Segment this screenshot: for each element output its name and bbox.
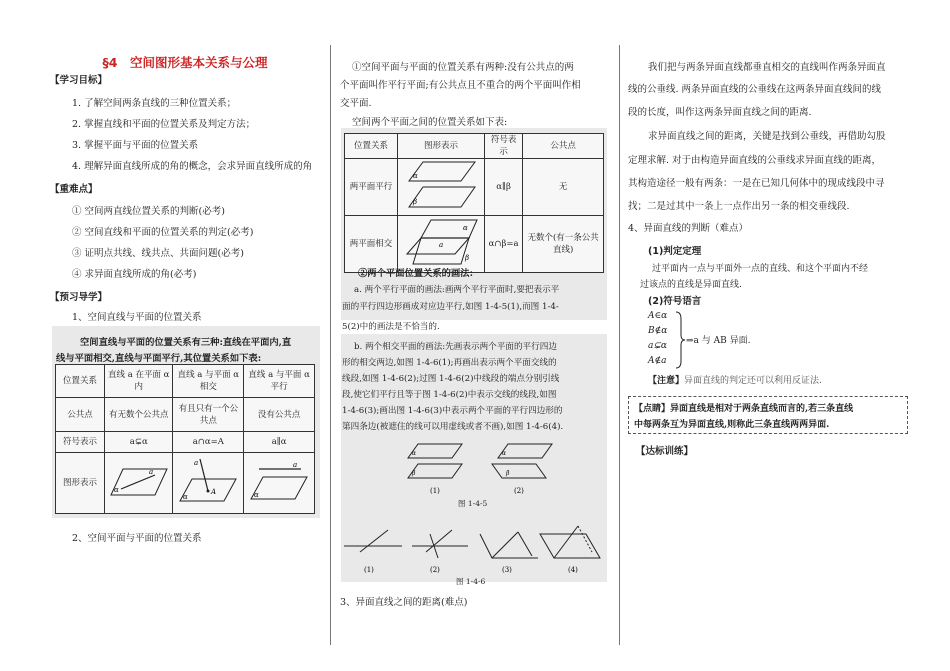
table-header-cell: 直线 a 与平面 α 平行 bbox=[244, 365, 315, 398]
text-line: 段的长度，叫作这两条异面直线之间的距离. bbox=[628, 107, 812, 118]
text-line: 5(2)中的画法是不恰当的. bbox=[342, 322, 440, 332]
text-line: 过该点的直线是异面直线. bbox=[640, 280, 742, 290]
table-cell: 无 bbox=[523, 159, 604, 216]
symbol-line: A∉a bbox=[648, 356, 667, 366]
figure-intersecting-planes bbox=[398, 216, 485, 273]
table-cell: 公共点 bbox=[56, 397, 105, 432]
tip-text: 【点睛】异面直线是相对于两条直线而言的,若三条直线 bbox=[634, 404, 854, 414]
svg-text:α: α bbox=[412, 450, 417, 457]
key-point-item: ① 空间两直线位置关系的判断(必考) bbox=[72, 206, 225, 217]
brace-icon bbox=[674, 311, 686, 369]
table-header-cell: 图形表示 bbox=[398, 134, 485, 159]
table-header-cell: 位置关系 bbox=[345, 134, 398, 159]
key-points-heading: 【重难点】 bbox=[50, 184, 98, 195]
table-cell: a∥α bbox=[244, 432, 315, 452]
note-tag: 【注意】 bbox=[648, 376, 685, 386]
svg-text:β: β bbox=[465, 254, 470, 262]
note-text: 异面直线的判定还可以利用反证法. bbox=[684, 376, 822, 386]
training-heading: 【达标训练】 bbox=[636, 446, 694, 457]
text-line: 找；二是过其中一条上一点作出另一条的相交垂线段. bbox=[628, 201, 850, 212]
scan-text-line: 线与平面相交,直线与平面平行,其位置关系如下表: bbox=[56, 353, 262, 364]
table-header-cell: 直线 a 与平面 α 相交 bbox=[173, 365, 244, 398]
text-line: 第四条边(被遮住的线可以用虚线或者不画),如图 1-4-6(4). bbox=[342, 422, 564, 432]
table-cell: a∩α=A bbox=[173, 432, 244, 452]
svg-text:(1): (1) bbox=[430, 487, 440, 495]
table-cell: 两平面相交 bbox=[345, 216, 398, 273]
text-line: 1-4-6(3);画出图 1-4-6(3)中表示两个平面的平行四边形的 bbox=[342, 406, 563, 416]
table-cell: a⊊α bbox=[105, 432, 173, 452]
table-cell: 没有公共点 bbox=[244, 397, 315, 432]
text-line: 形的相交两边,如图 1-4-6(1);再画出表示两个平面交线的 bbox=[342, 358, 557, 368]
svg-text:a: a bbox=[194, 458, 199, 467]
table-header-cell: 直线 a 在平面 α 内 bbox=[105, 365, 173, 398]
svg-text:α: α bbox=[413, 172, 418, 180]
svg-text:(4): (4) bbox=[568, 566, 578, 574]
text-line: b. 两个相交平面的画法:先画表示两个平面的平行四边 bbox=[354, 342, 557, 352]
svg-text:β: β bbox=[413, 198, 418, 206]
svg-text:(2): (2) bbox=[430, 566, 440, 574]
line-plane-relation-table bbox=[55, 364, 315, 514]
text-line: 我们把与两条异面直线都垂直相交的直线叫作两条异面直 bbox=[648, 62, 886, 73]
plane-figure bbox=[178, 457, 238, 505]
plane-plane-relation-table bbox=[344, 133, 604, 273]
subheading: (1)判定定理 bbox=[648, 246, 702, 257]
text-line: 过平面内一点与平面外一点的直线、和这个平面内不经 bbox=[652, 264, 869, 274]
svg-text:α: α bbox=[254, 490, 259, 499]
section-heading-3: 3、异面直线之间的距离(难点) bbox=[340, 597, 468, 608]
svg-text:α: α bbox=[502, 450, 507, 457]
preview-heading: 【预习导学】 bbox=[50, 292, 108, 303]
plane-figure bbox=[109, 461, 169, 501]
column-divider-1 bbox=[330, 45, 331, 645]
text-line: ②两个平面位置关系的画法: bbox=[358, 268, 473, 279]
preview-item-1: 1、空间直线与平面的位置关系 bbox=[72, 312, 202, 323]
text-line: 空间两个平面之间的位置关系如下表: bbox=[352, 117, 508, 128]
figure-line-parallel-plane bbox=[244, 452, 315, 513]
svg-text:α: α bbox=[113, 485, 119, 494]
section-heading-4: 4、异面直线的判断（难点） bbox=[628, 223, 749, 234]
goal-item: 2. 掌握直线和平面的位置关系及判定方法； bbox=[72, 119, 256, 130]
text-line: a. 两个平行平面的画法:画两个平行平面时,要把表示平 bbox=[354, 285, 560, 295]
table-cell: 无数个(有一条公共直线) bbox=[523, 216, 604, 273]
column-divider-2 bbox=[619, 45, 620, 645]
svg-text:(2): (2) bbox=[514, 487, 524, 495]
text-line: 交平面. bbox=[340, 98, 372, 109]
svg-text:(3): (3) bbox=[502, 566, 512, 574]
table-cell: 两平面平行 bbox=[345, 159, 398, 216]
tip-text: 中每两条互为异面直线,则称此三条直线两两异面. bbox=[634, 420, 830, 430]
text-line: 个平面叫作平行平面;有公共点且不重合的两个平面叫作相 bbox=[340, 80, 581, 91]
figure-1-4-6 bbox=[342, 520, 606, 580]
text-line: 其构造途径一般有两条：一是在已知几何体中的现成线段中寻 bbox=[628, 178, 885, 189]
plane-figure bbox=[249, 459, 309, 503]
text-line: 面的平行四边形画成对应边平行,如图 1-4-5(1),而图 1-4- bbox=[342, 302, 559, 312]
scan-text-line: 空间直线与平面的位置关系有三种:直线在平面内,直 bbox=[80, 337, 292, 348]
goal-item: 4. 理解异面直线所成的角的概念，会求异面直线所成的角 bbox=[72, 161, 313, 172]
svg-text:a: a bbox=[293, 460, 298, 469]
plane-figure bbox=[403, 159, 479, 211]
table-cell: 符号表示 bbox=[56, 432, 105, 452]
figure-line-in-plane bbox=[105, 452, 173, 513]
svg-text:β: β bbox=[412, 470, 416, 477]
page-title: §4 空间图形基本关系与公理 bbox=[102, 55, 268, 70]
table-header-cell: 符号表示 bbox=[485, 134, 523, 159]
key-point-item: ④ 求异面直线所成的角(必考) bbox=[72, 269, 197, 280]
symbol-line: B∉α bbox=[648, 326, 668, 336]
preview-item-2: 2、空间平面与平面的位置关系 bbox=[72, 533, 202, 544]
svg-text:a: a bbox=[439, 241, 444, 249]
key-point-item: ② 空间直线和平面的位置关系的判定(必考) bbox=[72, 227, 254, 238]
figure-caption: 图 1-4-6 bbox=[456, 577, 486, 586]
symbol-result: ⇒a 与 AB 异面. bbox=[686, 336, 751, 346]
table-cell: 图形表示 bbox=[56, 452, 105, 513]
symbol-line: a⊊α bbox=[648, 341, 667, 351]
text-line: 线段,如图 1-4-6(2);过图 1-4-6(2)中线段的端点分别引线 bbox=[342, 374, 560, 384]
plane-figure bbox=[403, 216, 479, 268]
table-header-cell: 位置关系 bbox=[56, 365, 105, 398]
goals-heading: 【学习目标】 bbox=[50, 75, 108, 86]
table-cell: 有无数个公共点 bbox=[105, 397, 173, 432]
svg-text:α: α bbox=[463, 224, 468, 232]
table-cell: α∥β bbox=[485, 159, 523, 216]
text-line: 定理求解. 对于由构造异面直线的公垂线求异面直线的距离， bbox=[628, 155, 882, 166]
svg-text:(1): (1) bbox=[364, 566, 374, 574]
figure-parallel-planes bbox=[398, 159, 485, 216]
symbol-line: A∈α bbox=[648, 311, 668, 321]
table-cell: α∩β=a bbox=[485, 216, 523, 273]
text-line: 求异面直线之间的距离，关键是找到公垂线，再借助勾股 bbox=[648, 131, 886, 142]
table-header-cell: 公共点 bbox=[523, 134, 604, 159]
text-line: 段,使它们平行且等于图 1-4-6(2)中表示交线的线段,如图 bbox=[342, 390, 557, 400]
svg-text:α: α bbox=[183, 492, 189, 501]
key-point-item: ③ 证明点共线、线共点、共面问题(必考) bbox=[72, 248, 244, 259]
goal-item: 3. 掌握平面与平面的位置关系 bbox=[72, 140, 199, 151]
svg-text:A: A bbox=[211, 487, 217, 496]
svg-text:a: a bbox=[148, 467, 153, 476]
figure-caption: 图 1-4-5 bbox=[458, 499, 488, 508]
figure-line-intersect-plane bbox=[173, 452, 244, 513]
svg-text:β: β bbox=[506, 470, 510, 477]
text-line: ①空间平面与平面的位置关系有两种:没有公共点的两 bbox=[352, 62, 574, 73]
note bbox=[648, 373, 822, 386]
text-line: 线的公垂线. 两条异面直线的公垂线在这两条异面直线间的线 bbox=[628, 84, 882, 95]
goal-item: 1. 了解空间两条直线的三种位置关系； bbox=[72, 98, 237, 109]
subheading: (2)符号语言 bbox=[648, 296, 702, 307]
table-cell: 有且只有一个公共点 bbox=[173, 397, 244, 432]
